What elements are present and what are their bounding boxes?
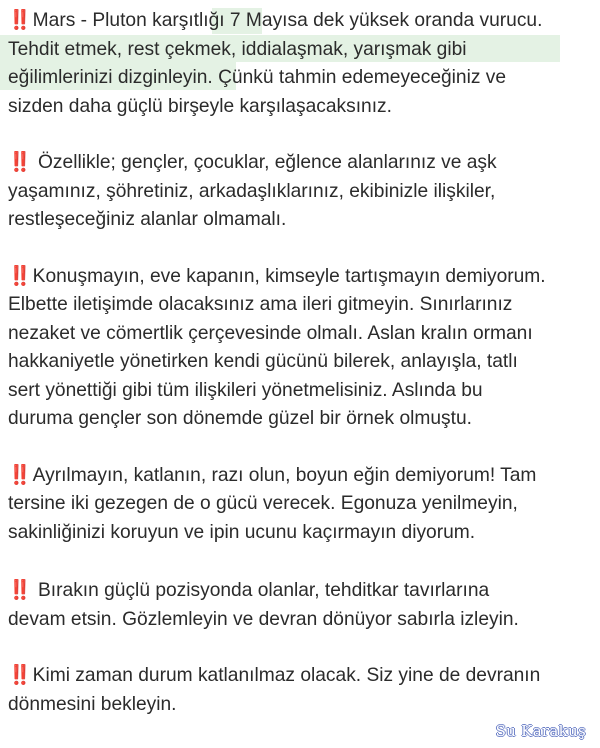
- paragraph-line: ‼️ Konuşmayın, eve kapanın, kimseyle tartışmayın demiyorum.: [8, 264, 546, 287]
- paragraph-line: nezaket ve cömertlik çerçevesinde olmalı. Aslan kralın ormanı: [8, 322, 533, 344]
- paragraph-5: [8, 576, 596, 634]
- paragraph-line: dönmesini bekleyin.: [8, 693, 177, 715]
- paragraph-6: [8, 661, 596, 719]
- paragraph-line: ‼️ Bırakın güçlü pozisyonda olanlar, tehditkar tavırlarına: [8, 579, 490, 601]
- paragraph-line: ‼️ Kimi zaman durum katlanılmaz olacak. Siz yine de devranın: [8, 664, 541, 686]
- paragraph-4: [8, 461, 596, 548]
- paragraph-line: ‼️ Ayrılmayın, katlanın, razı olun, boyun eğin demiyorum! Tam: [8, 463, 537, 486]
- paragraph-line: ‼️ Mars - Pluton karşıtlığı 7 Mayısa dek yüksek oranda vurucu.: [8, 9, 543, 31]
- document-body: [8, 6, 596, 746]
- double-exclamation-icon: ‼️: [8, 664, 30, 686]
- paragraph-line: Elbette iletişimde olacaksınız ama ileri gitmeyin. Sınırlarınız: [8, 294, 513, 315]
- paragraph-line: tersine iki gezegen de o gücü verecek. Egonuza yenilmeyin,: [8, 493, 518, 514]
- double-exclamation-icon: ‼️: [8, 151, 30, 173]
- paragraph-line: restleşeceğiniz alanlar olmamalı.: [8, 209, 287, 230]
- paragraph-line: sert yönettiği gibi tüm ilişkileri yönetmelisiniz. Aslında bu: [8, 379, 483, 401]
- paragraph-1: [8, 6, 596, 121]
- paragraph-line: yaşamınız, şöhretiniz, arkadaşlıklarınız, ekibinizle ilişkiler,: [8, 180, 496, 202]
- paragraph-line: eğilimlerinizi dizginleyin. Çünkü tahmin edemeyeceğiniz ve: [8, 67, 507, 88]
- double-exclamation-icon: ‼️: [8, 463, 30, 486]
- paragraph-line: sakinliğinizi koruyun ve ipin ucunu kaçırmayın diyorum.: [8, 521, 476, 543]
- paragraph-3: [8, 262, 596, 434]
- double-exclamation-icon: ‼️: [8, 264, 30, 287]
- paragraph-line: devam etsin. Gözlemleyin ve devran dönüyor sabırla izleyin.: [8, 608, 519, 630]
- paragraph-line: sizden daha güçlü birşeyle karşılaşacaksınız.: [8, 95, 392, 117]
- paragraph-line: duruma gençler son dönemde güzel bir örnek olmuştu.: [8, 408, 472, 429]
- double-exclamation-icon: ‼️: [8, 579, 30, 601]
- author-watermark: Su Karakuş: [495, 722, 586, 740]
- paragraph-2: [8, 148, 596, 235]
- paragraph-line: Tehdit etmek, rest çekmek, iddialaşmak, yarışmak gibi: [8, 38, 467, 60]
- paragraph-line: hakkaniyetle yönetirken kendi gücünü bilerek, anlayışla, tatlı: [8, 351, 518, 372]
- double-exclamation-icon: ‼️: [8, 9, 30, 31]
- paragraph-line: ‼️ Özellikle; gençler, çocuklar, eğlence alanlarınız ve aşk: [8, 151, 497, 173]
